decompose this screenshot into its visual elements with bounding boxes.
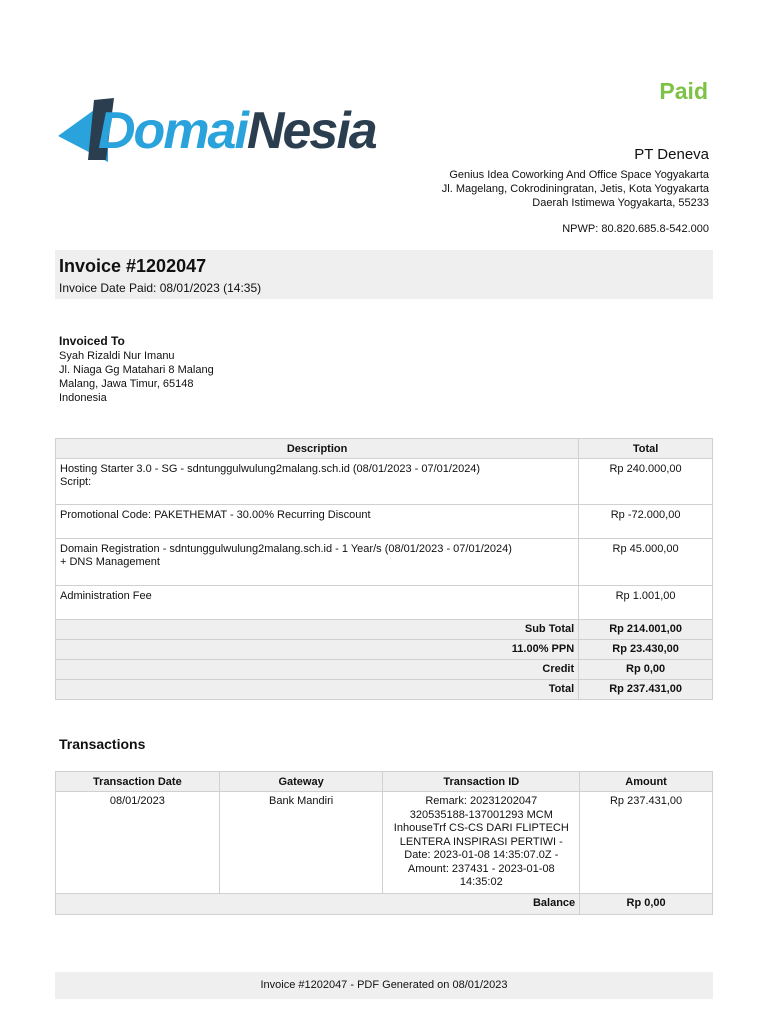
item-description [56,505,579,539]
grand-total-row [56,680,713,700]
transaction-id-line: 320535188-137001293 MCM [409,808,553,821]
logo-wordmark [98,100,376,162]
item-description [56,539,579,586]
transaction-id-line: LENTERA INSPIRASI PERTIWI - [399,835,563,848]
tax-label: 11.00% PPN [56,640,579,660]
item-total: Rp 1.001,00 [579,586,713,620]
company-address-line: Daerah Istimewa Yogyakarta, 55233 [532,197,709,209]
paid-status: Paid [659,78,708,104]
column-header-amount: Amount [580,772,713,792]
credit-value: Rp 0,00 [579,660,713,680]
company-address-line: Jl. Magelang, Cokrodiningratan, Jetis, Kota Yogyakarta [441,183,709,195]
tax-row [56,640,713,660]
transaction-date: 08/01/2023 [56,792,220,894]
company-name: PT Deneva [634,146,709,163]
table-row [56,505,713,539]
column-header-transaction-id: Transaction ID [383,772,580,792]
column-header-gateway: Gateway [219,772,383,792]
item-description-line: + DNS Management [60,556,160,568]
item-total: Rp 240.000,00 [579,459,713,505]
invoiced-to-line: Malang, Jawa Timur, 65148 [59,378,194,390]
column-header-transaction-date: Transaction Date [56,772,220,792]
invoice-title: Invoice #1202047 [59,256,207,276]
balance-value: Rp 0,00 [580,894,713,915]
invoice-header [55,250,713,299]
item-description-line: Administration Fee [60,590,152,602]
credit-row [56,660,713,680]
invoiced-to-heading: Invoiced To [59,334,125,348]
item-description-line: Domain Registration - sdntunggulwulung2malang.sch.id - 1 Year/s (08/01/2023 - 07/01/2024) [60,543,512,555]
item-total: Rp -72.000,00 [579,505,713,539]
grand-total-label: Total [56,680,579,700]
column-header-description: Description [56,439,579,459]
invoiced-to-line: Indonesia [59,392,107,404]
logo-part-nesia: Nesia [246,102,376,160]
transaction-id-line: Amount: 237431 - 2023-01-08 [407,862,555,875]
item-description [56,459,579,505]
transaction-id-line: 14:35:02 [459,876,503,888]
transactions-table [55,771,713,915]
transaction-id-line: Date: 2023-01-08 14:35:07.0Z - [404,849,559,861]
transaction-id-line: InhouseTrf CS-CS DARI FLIPTECH [393,822,569,834]
item-description-line: Script: [60,476,92,488]
item-description-line: Hosting Starter 3.0 - SG - sdntunggulwulung2malang.sch.id (08/01/2023 - 07/01/2024) [60,463,481,475]
transaction-amount: Rp 237.431,00 [580,792,713,894]
grand-total-value: Rp 237.431,00 [579,680,713,700]
table-row [56,459,713,505]
item-description-line: Promotional Code: PAKETHEMAT - 30.00% Recurring Discount [60,509,371,521]
tax-value: Rp 23.430,00 [579,640,713,660]
domainesia-logo [58,98,376,166]
subtotal-value: Rp 214.001,00 [579,620,713,640]
invoiced-to-line: Syah Rizaldi Nur Imanu [59,350,175,362]
company-npwp: NPWP: 80.820.685.8-542.000 [562,223,709,235]
table-header-row [56,439,713,459]
table-row [56,792,713,894]
invoiced-to-line: Jl. Niaga Gg Matahari 8 Malang [59,364,214,376]
pdf-footer: Invoice #1202047 - PDF Generated on 08/01/2023 [55,972,713,999]
invoiced-to [59,334,214,405]
invoice-items-table [55,438,713,700]
balance-label: Balance [56,894,580,915]
balance-row [56,894,713,915]
credit-label: Credit [56,660,579,680]
invoice-date-paid: Invoice Date Paid: 08/01/2023 (14:35) [59,281,262,295]
company-info [442,146,709,235]
company-address-line: Genius Idea Coworking And Office Space Yogyakarta [449,169,709,181]
transaction-id-line: Remark: 20231202047 [425,795,538,807]
item-description [56,586,579,620]
table-row [56,539,713,586]
logo-part-domai: Domai [98,102,247,160]
transactions-title: Transactions [59,736,146,752]
subtotal-row [56,620,713,640]
subtotal-label: Sub Total [56,620,579,640]
column-header-total: Total [579,439,713,459]
table-header-row [56,772,713,792]
transaction-id [383,792,580,894]
transaction-gateway: Bank Mandiri [219,792,383,894]
item-total: Rp 45.000,00 [579,539,713,586]
table-row [56,586,713,620]
